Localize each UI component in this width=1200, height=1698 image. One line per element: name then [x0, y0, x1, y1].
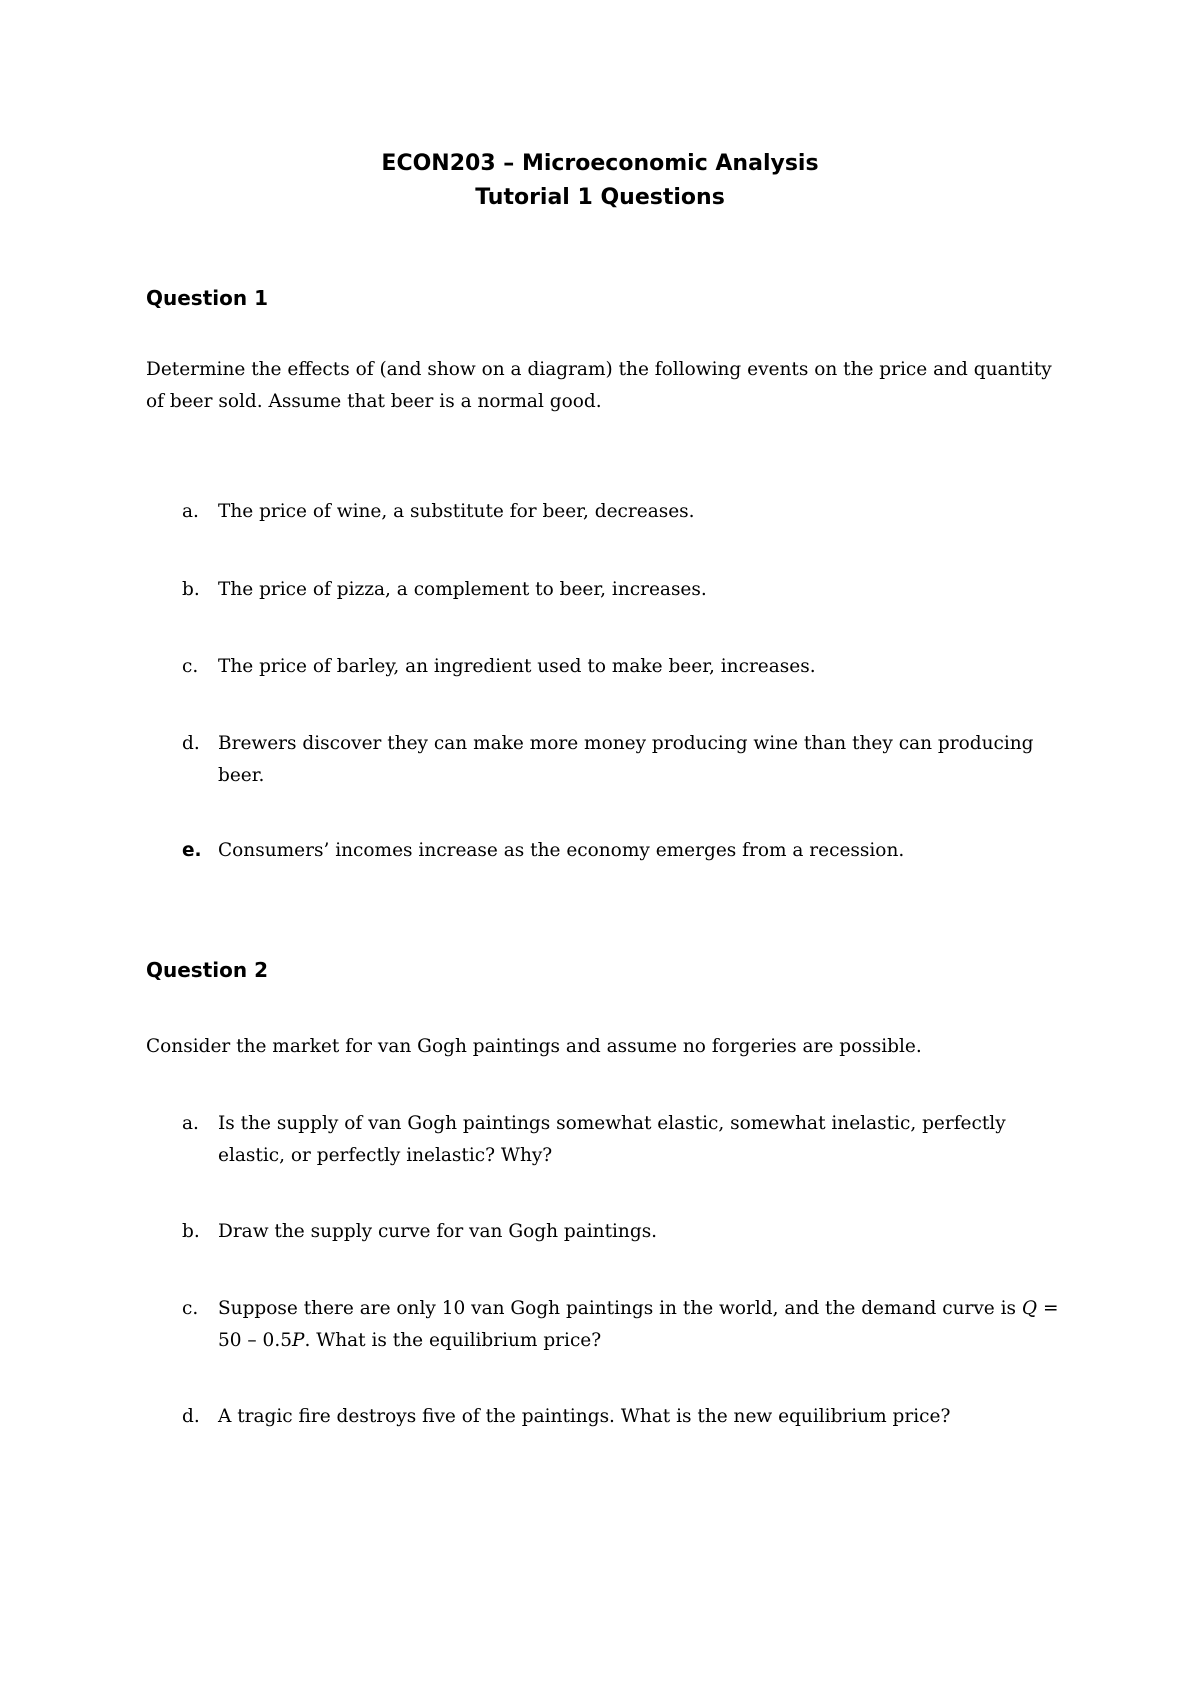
variable-p: P	[291, 1330, 305, 1351]
variable-q: Q	[1021, 1298, 1038, 1319]
question-2-intro: Consider the market for van Gogh paintings and assume no forgeries are possible.	[146, 1036, 922, 1057]
item-letter: d.	[182, 733, 200, 754]
item-text	[218, 1293, 1062, 1357]
item-text-part: . What is the equilibrium price?	[304, 1330, 602, 1351]
item-text: A tragic fire destroys five of the paintings. What is the new equilibrium price?	[218, 1406, 951, 1427]
question-1-item-b	[182, 574, 1062, 606]
question-1-item-c	[182, 651, 1062, 683]
item-text-part: Suppose there are only 10 van Gogh paintings in the world, and the demand curve is	[218, 1298, 1022, 1319]
item-text: Consumers’ incomes increase as the economy emerges from a recession.	[218, 840, 905, 861]
question-1-heading: Question 1	[146, 286, 268, 310]
item-letter: b.	[182, 579, 200, 600]
question-1-item-d	[182, 728, 1062, 792]
question-1-item-e	[182, 835, 1062, 867]
question-2-heading: Question 2	[146, 958, 268, 982]
item-text: The price of wine, a substitute for beer, decreases.	[218, 501, 695, 522]
item-text: Brewers discover they can make more money producing wine than they can producing beer.	[218, 733, 1034, 786]
item-letter: a.	[182, 1113, 199, 1134]
item-text: The price of barley, an ingredient used to make beer, increases.	[218, 656, 816, 677]
item-letter: a.	[182, 501, 199, 522]
document-subtitle: Tutorial 1 Questions	[475, 185, 725, 210]
question-1-item-a	[182, 496, 1062, 528]
question-2-item-c	[182, 1293, 1062, 1357]
item-text-part: = 50 – 0.5	[218, 1298, 1059, 1351]
item-text: Is the supply of van Gogh paintings somewhat elastic, somewhat inelastic, perfectly elastic, or perfectly inelastic? Why?	[218, 1113, 1006, 1166]
question-2-item-b	[182, 1216, 1062, 1248]
question-1-intro: Determine the effects of (and show on a diagram) the following events on the price and quantity of beer sold. Assume that beer is a normal good.	[146, 359, 1052, 412]
item-letter: c.	[182, 1298, 199, 1319]
question-2-item-a	[182, 1108, 1062, 1172]
document-title: ECON203 – Microeconomic Analysis	[381, 151, 819, 176]
item-letter: c.	[182, 656, 199, 677]
item-letter: e.	[182, 840, 202, 861]
item-letter: b.	[182, 1221, 200, 1242]
item-text: The price of pizza, a complement to beer, increases.	[218, 579, 707, 600]
question-2-item-d	[182, 1401, 1062, 1433]
item-text: Draw the supply curve for van Gogh paintings.	[218, 1221, 658, 1242]
item-letter: d.	[182, 1406, 200, 1427]
